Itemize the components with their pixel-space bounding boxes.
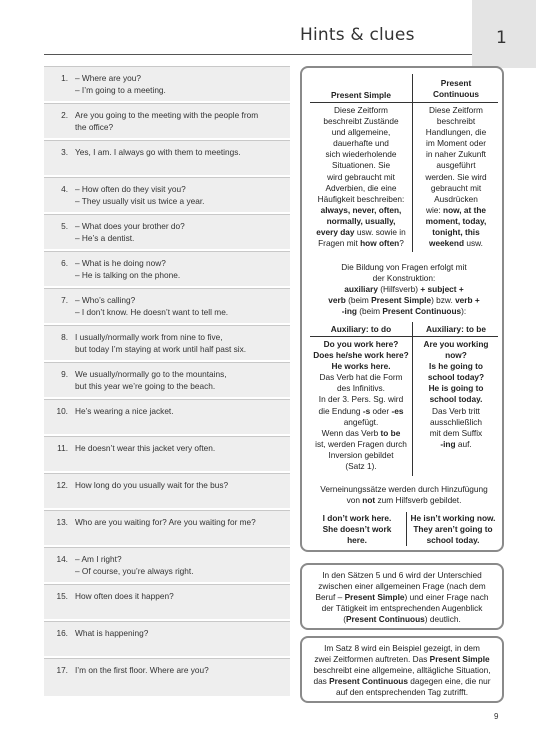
term: tonight, this [432,227,480,238]
text-line: Die Bildung von Fragen erfolgt mit [341,262,467,272]
text-line [310,417,412,428]
col-header-present-simple: Present Simple [331,90,391,100]
term: Present Continuous [345,614,425,625]
exercise-item [44,473,290,508]
text-line [310,194,412,205]
exercise-text: – How often do they visit you? – They usually visit us twice a year. [75,184,205,207]
text: Das Verb tritt [432,405,480,416]
text-line: In den Sätzen 5 und 6 wird der Unterschied [322,570,482,580]
text: von [346,495,363,506]
text-line [414,238,498,249]
header-rule [44,54,472,55]
text: auf. [455,438,472,449]
grammar-box [300,66,504,552]
text: Diese Zeitform [334,105,388,115]
term: to be [380,427,401,438]
term: They aren’t going to [413,524,493,535]
exercise-item [44,436,290,471]
text-line [414,406,498,417]
table-rule [310,336,498,337]
term: He isn’t working now. [410,513,496,523]
text: wie: [425,204,444,215]
present-simple-description [310,105,412,249]
term: auxiliary [344,284,378,295]
exercise-number: 5. [61,221,68,231]
exercise-item [44,325,290,360]
text: ) bzw. [431,295,456,306]
text-line [414,428,498,439]
term: weekend [429,238,465,249]
exercise-number: 10. [56,406,68,416]
tense-table [310,74,498,264]
text: sich wiederholende [325,149,397,160]
text: mit dem Suffix [429,427,483,438]
text-line [414,383,498,394]
text-line [414,417,498,428]
term: She doesn’t work [322,524,392,535]
term: school today? [427,372,485,383]
exercise-number: 3. [61,147,68,157]
term: -ing [440,438,456,449]
text: (beim [345,295,372,306]
term: how often [360,238,400,249]
text-line [414,339,498,350]
term: Is he going to [429,361,483,372]
exercise-item [44,584,290,619]
text: Beruf – [315,592,345,603]
text-line [310,295,498,306]
text-line [310,383,412,394]
text-line [310,592,494,603]
text-line [310,406,412,417]
exercise-text: – What is he doing now? – He is talking on the phone. [75,258,181,281]
table-divider [406,512,407,546]
text-line: Verneinungssätze werden durch Hinzufügung [320,484,488,494]
note-box-sentence-8 [300,636,504,703]
text: oder [370,405,392,416]
term: Do you work here? [323,339,399,349]
col-header-present-continuous [414,78,498,100]
exercise-text: He’s wearing a nice jacket. [75,406,174,416]
text: in naher Zukunft [426,149,486,160]
term: here. [347,535,367,546]
col-header-line: Present [440,78,472,88]
text: ausschließlich [429,416,483,427]
text-line [310,160,412,171]
text: ) deutlich. [424,614,461,625]
text-line [310,238,412,249]
text-line [310,306,498,317]
text: ausgeführt [436,160,476,171]
term: now, at the [443,204,487,215]
term: always, never, often, [320,204,402,215]
page-title: Hints & clues [300,25,415,45]
text: usw. sowie in [354,227,406,238]
text-line [310,183,412,194]
exercise-item [44,251,290,286]
col-header-to-be: Auxiliary: to be [426,324,486,334]
unit-number: 1 [496,28,507,48]
text-line [310,535,404,546]
exercise-text: Yes, I am. I always go with them to meetings. [75,147,241,157]
text: (Hilfsverb) [377,284,421,295]
negation-example-simple [310,513,404,546]
exercise-text: How long do you usually wait for the bus? [75,480,229,490]
term: now? [445,350,467,361]
text-line [310,513,404,524]
text-line [310,450,412,461]
term: Present Continuous [329,676,408,687]
term: every day [316,227,355,238]
text-line [310,428,412,439]
term: -s [362,405,371,416]
text: ): [461,306,467,317]
exercise-item [44,214,290,249]
term: not [362,495,376,506]
exercise-item [44,547,290,582]
text: In der 3. Pers. Sg. wird [318,394,404,405]
exercise-text: I usually/normally work from nine to five, but today I’m staying at work until half past six. [75,332,247,355]
exercise-text: – Where are you? – I’m going to a meeting. [75,73,166,96]
text: zwei Zeitformen auftreten. Das [314,654,430,665]
text-line [414,227,498,238]
exercise-text: – What does your brother do? – He’s a dentist. [75,221,185,244]
text-line [310,138,412,149]
text-line [310,350,412,361]
term: I don’t work here. [322,513,392,523]
text-line: zwischen einer allgemeinen Frage (nach dem [318,581,486,592]
text-line [408,513,498,524]
exercise-text: What is happening? [75,628,149,638]
exercise-item [44,399,290,434]
text-line [414,350,498,361]
text: das [313,676,330,687]
text: im Moment oder [426,138,486,149]
text-line [310,205,412,216]
text-line [414,361,498,372]
term: moment, today, [425,215,487,226]
text-line [414,183,498,194]
term: -ing [341,306,357,317]
exercise-number: 14. [56,554,68,564]
text: gebraucht mit [430,182,482,193]
text-line [414,372,498,383]
text-line [414,105,498,116]
text-line [414,172,498,183]
text-line [310,116,412,127]
term: He is going to [428,383,484,394]
text: Diese Zeitform [429,105,483,115]
table-divider [412,74,413,252]
text: beschreibt [436,116,476,127]
exercise-number: 4. [61,184,68,194]
page-number: 9 [494,712,499,721]
text-line [414,138,498,149]
text-line [414,439,498,450]
text: zum Hilfsverb gebildet. [375,495,462,506]
text-line [408,524,498,535]
text: ? [399,238,404,249]
text-line: auf den entsprechenden Tag zutrifft. [335,687,469,698]
exercise-number: 17. [56,665,68,675]
text-line [310,339,412,350]
text: ) und einer Frage nach [404,592,489,603]
text-line [310,461,412,472]
table-divider [412,322,413,476]
exercise-text: How often does it happen? [75,591,174,601]
text-line [310,614,494,625]
exercise-text: Who are you waiting for? Are you waiting for me? [75,517,256,527]
text-line [310,439,412,450]
exercise-number: 1. [61,73,68,83]
exercise-text: We usually/normally go to the mountains, but this year we’re going to the beach. [75,369,227,392]
exercise-text: Are you going to the meeting with the people from the office? [75,110,259,133]
exercise-item [44,658,290,696]
exercise-item [44,66,290,101]
text-line [414,194,498,205]
text-line [310,654,494,665]
term: Does he/she work here? [313,350,409,361]
exercise-text: – Am I right? – Of course, you’re always right. [75,554,194,577]
text-line [310,149,412,160]
text-line: beschreibt eine allgemeine, alltägliche Situation, [313,665,491,676]
text-line [414,160,498,171]
text-line: Im Satz 8 wird ein Beispiel gezeigt, in dem [324,643,480,653]
text: Häufigkeit beschreiben: [317,193,405,204]
text: Ausdrücken [434,193,478,204]
exercise-text: I’m on the first floor. Where are you? [75,665,209,675]
text: des Infinitivs. [337,383,385,394]
text-line [310,524,404,535]
text-line [310,372,412,383]
term: -es [391,405,404,416]
text-line: der Tätigkeit im entsprechenden Augenblick [321,603,483,614]
text-line [310,216,412,227]
text: und allgemeine, [331,127,391,138]
text: Situationen. Sie [331,160,391,171]
negation-rule [310,484,498,506]
text-line [310,227,412,238]
text: ist, werden Fragen durch [315,438,407,449]
to-be-explanation [414,339,498,450]
present-continuous-description [414,105,498,249]
term: Present Simple [429,654,490,665]
negation-example-continuous [408,513,498,546]
exercise-text: He doesn’t wear this jacket very often. [75,443,216,453]
text: dagegen eine, die nur [407,676,491,687]
exercise-text: – Who’s calling? – I don’t know. He doesn’t want to tell me. [75,295,229,318]
text: beschreibt Zustände [323,116,399,127]
exercise-item [44,510,290,545]
term: normally, usually, [326,215,396,226]
exercise-number: 16. [56,628,68,638]
term: verb + [455,295,480,306]
exercise-item [44,362,290,397]
exercise-item [44,177,290,212]
text: angefügt. [343,416,379,427]
col-header-line: Continuous [432,89,480,100]
exercise-item [44,288,290,323]
exercise-item [44,103,290,138]
exercise-number: 11. [57,443,68,453]
text: dauerhafte und [333,138,389,149]
text-line [310,361,412,372]
text-line [310,105,412,116]
text: wird gebraucht mit [327,171,395,182]
text-line [310,127,412,138]
text-line [408,535,498,546]
text-line [414,205,498,216]
text-line [310,394,412,405]
text-line [414,116,498,127]
auxiliary-table [310,322,498,480]
text: werden. Sie wird [425,171,487,182]
negation-table [310,512,498,548]
text-line [414,394,498,405]
exercise-number: 9. [61,369,68,379]
text-line [414,127,498,138]
term: Present Simple [344,592,405,603]
term: + subject + [420,284,464,295]
exercise-number: 8. [61,332,68,342]
exercise-number: 6. [61,258,68,268]
term: Present Simple [371,295,432,306]
text: die Endung [318,405,363,416]
term: school today. [426,535,480,546]
text-line [310,495,498,506]
exercise-number: 12. [56,480,68,490]
exercise-item [44,140,290,175]
term: verb [328,295,346,306]
text: (Satz 1). [345,461,377,472]
text: ( [343,614,346,625]
table-rule [310,102,498,103]
exercise-item [44,621,290,656]
text: Wenn das Verb [321,427,381,438]
text: Handlungen, die [425,127,487,138]
exercise-number: 7. [61,295,68,305]
exercise-number: 13. [56,517,68,527]
text: Adverbien, die eine [325,182,397,193]
exercise-number: 2. [61,110,68,120]
text-line [414,216,498,227]
text: Das Verb hat die Form [319,372,403,383]
text-line [310,676,494,687]
term: Are you working [423,339,489,349]
text: Inversion gebildet [328,449,394,460]
question-formation [310,262,498,317]
term: Present Continuous [382,306,462,317]
text-line: der Konstruktion: [372,273,436,284]
text: Fragen mit [318,238,361,249]
text: usw. [464,238,483,249]
to-do-explanation [310,339,412,472]
term: He works here. [331,361,391,372]
note-box-sentences-5-6 [300,563,504,630]
text: (beim [356,306,383,317]
term: school today. [429,394,483,405]
col-header-to-do: Auxiliary: to do [330,324,392,334]
text-line [414,149,498,160]
exercise-number: 15. [56,591,68,601]
text-line [310,284,498,295]
text-line [310,172,412,183]
